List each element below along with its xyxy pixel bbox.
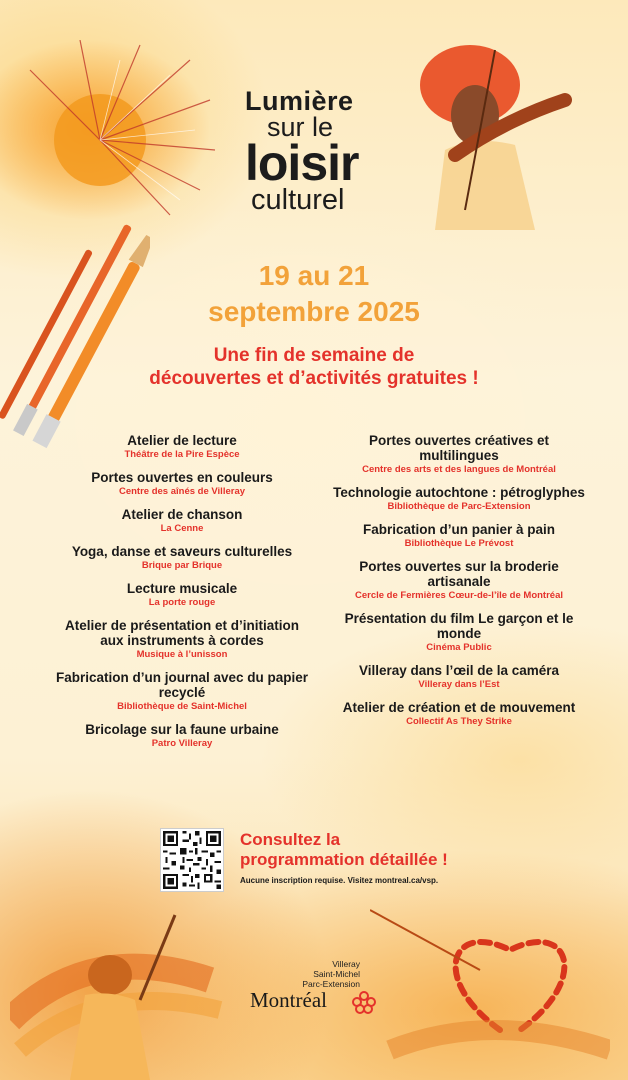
- activity-title: Technologie autochtone : pétroglyphes: [333, 485, 585, 500]
- activity-venue: Patro Villeray: [151, 738, 213, 749]
- title-line-3: loisir: [245, 135, 359, 191]
- activity-venue: Cinéma Public: [426, 642, 492, 653]
- child-painting-illustration: [10, 900, 230, 1080]
- activity-title: Lecture musicale: [126, 581, 238, 596]
- event-title: [245, 88, 395, 214]
- activity-title: Yoga, danse et saveurs culturelles: [71, 544, 293, 559]
- activity-title: Bricolage sur la faune urbaine: [85, 722, 279, 737]
- activity-title: Villeray dans l’œil de la caméra: [358, 663, 560, 678]
- activity-item: [329, 700, 589, 728]
- violinist-illustration: [395, 40, 595, 230]
- activity-title: Atelier de lecture: [127, 433, 237, 448]
- cta-line-1: Consultez la: [240, 830, 341, 849]
- activity-title: Présentation du film Le garçon et le monde: [344, 611, 574, 641]
- cta-note: Aucune inscription requise. Visitez montreal.ca/vsp.: [240, 876, 439, 885]
- activity-item: [329, 522, 589, 550]
- activity-title: Portes ouvertes en couleurs: [91, 470, 273, 485]
- logo-districts: [290, 959, 360, 989]
- activities-right-column: [329, 433, 589, 737]
- montreal-flower-icon: [350, 990, 378, 1014]
- activity-title: Portes ouvertes sur la broderie artisanale: [359, 559, 559, 589]
- heart-embroidery-illustration: [370, 900, 610, 1080]
- activity-title: Atelier de création et de mouvement: [342, 700, 576, 715]
- activity-item: [329, 433, 589, 476]
- cta-heading: [240, 830, 448, 870]
- activity-item: [52, 581, 312, 609]
- activity-venue: Bibliothèque de Parc-Extension: [387, 501, 531, 512]
- activity-venue: Villeray dans l’Est: [418, 679, 500, 690]
- activity-venue: Théâtre de la Pire Espèce: [124, 449, 240, 460]
- activity-item: [52, 507, 312, 535]
- title-line-2: sur le: [267, 112, 334, 142]
- qr-code[interactable]: [160, 828, 224, 892]
- activity-venue: Bibliothèque de Saint-Michel: [117, 701, 247, 712]
- activity-venue: Musique à l’unisson: [136, 649, 228, 660]
- title-line-1: Lumière: [245, 86, 354, 116]
- dates-line-1: 19 au 21: [258, 260, 370, 291]
- district-parc-extension: Parc-Extension: [302, 979, 360, 989]
- activity-venue: La porte rouge: [148, 597, 216, 608]
- activity-item: [52, 722, 312, 750]
- activity-item: [329, 485, 589, 513]
- activity-item: [52, 670, 312, 713]
- cta-line-2: programmation détaillée !: [240, 850, 448, 869]
- activity-item: [52, 470, 312, 498]
- activity-title: Portes ouvertes créatives et multilingues: [368, 433, 550, 463]
- activity-title: Atelier de chanson: [121, 507, 243, 522]
- activity-title: Fabrication d’un journal avec du papier recyclé: [55, 670, 309, 700]
- activity-venue: Centre des aînés de Villeray: [118, 486, 246, 497]
- title-line-4: culturel: [251, 184, 345, 216]
- sunburst-decoration: [20, 40, 220, 220]
- activity-venue: Cercle de Fermières Cœur-de-l’île de Montréal: [354, 590, 563, 601]
- activity-venue: Centre des arts et des langues de Montréal: [362, 464, 556, 475]
- tagline-line-2: découvertes et d’activités gratuites !: [149, 368, 479, 389]
- activity-title: Fabrication d’un panier à pain: [362, 522, 556, 537]
- event-dates: [0, 258, 628, 330]
- activity-item: [52, 433, 312, 461]
- activity-venue: Brique par Brique: [141, 560, 223, 571]
- district-villeray: Villeray: [332, 959, 360, 969]
- activity-item: [52, 618, 312, 661]
- activity-item: [329, 559, 589, 602]
- tagline: [0, 344, 628, 390]
- activity-venue: Bibliothèque Le Prévost: [404, 538, 514, 549]
- activity-venue: La Cenne: [160, 523, 204, 534]
- activity-venue: Collectif As They Strike: [406, 716, 512, 727]
- activity-item: [329, 611, 589, 654]
- tagline-line-1: Une fin de semaine de: [213, 345, 415, 366]
- activity-item: [329, 663, 589, 691]
- activity-title: Atelier de présentation et d’initiation aux instruments à cordes: [64, 618, 300, 648]
- dates-line-2: septembre 2025: [208, 296, 420, 327]
- district-saint-michel: Saint-Michel: [313, 969, 360, 979]
- activity-item: [52, 544, 312, 572]
- logo-city: Montréal: [250, 988, 327, 1012]
- activities-left-column: [52, 433, 312, 759]
